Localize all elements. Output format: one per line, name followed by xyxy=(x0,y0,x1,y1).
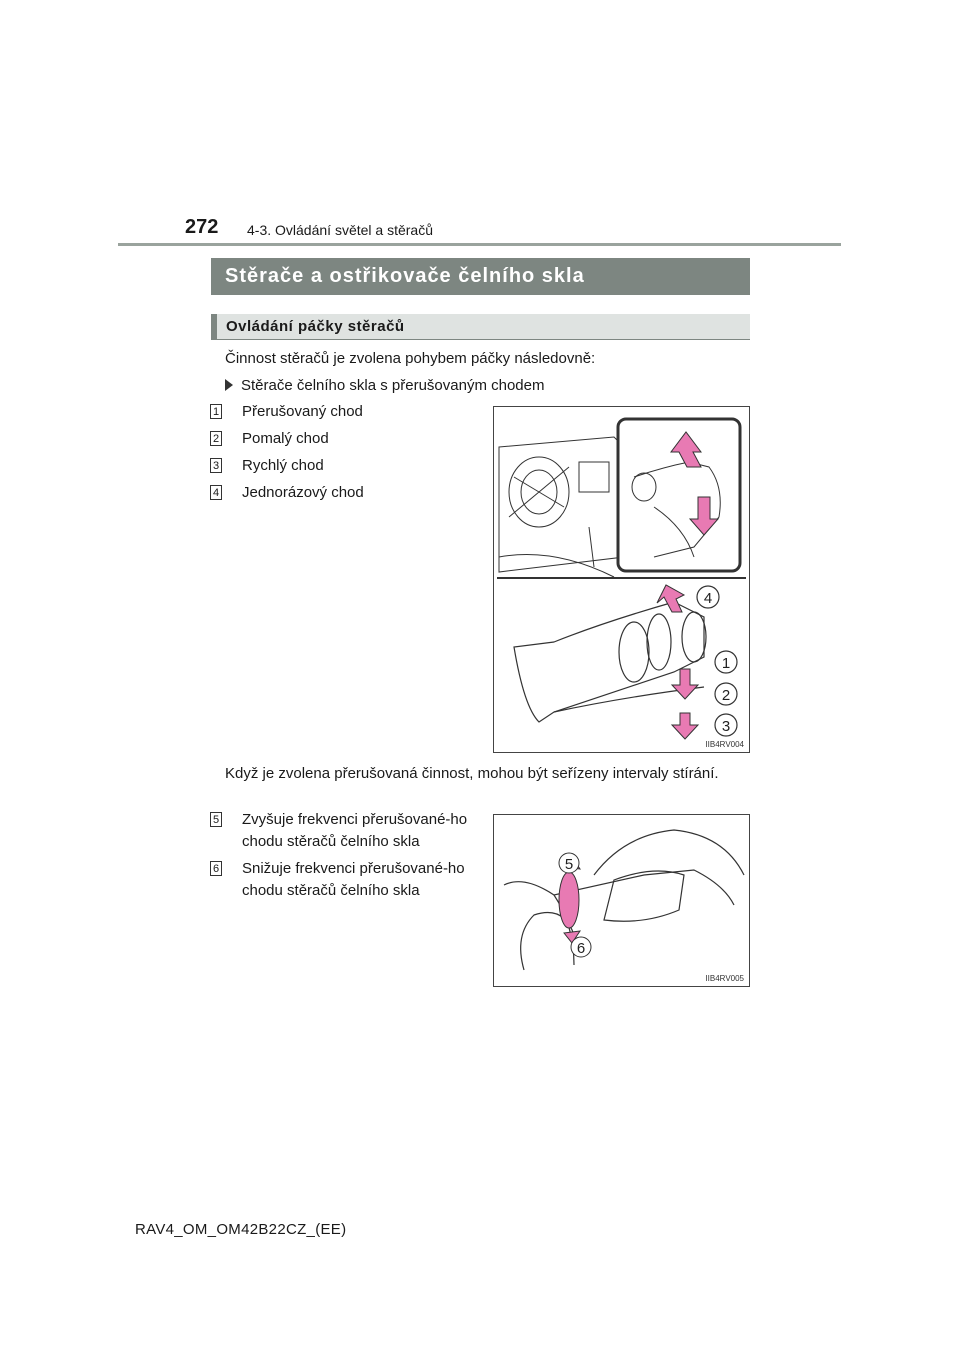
callout-5: 5 xyxy=(564,856,574,873)
mode-item xyxy=(210,428,329,450)
interval-text: Když je zvolena přerušovaná činnost, mohou být seřízeny intervaly stírání. xyxy=(225,765,719,782)
mode-item xyxy=(210,401,363,423)
intro-text: Činnost stěračů je zvolena pohybem páčky následovně: xyxy=(225,350,596,367)
callout-3: 3 xyxy=(721,718,731,735)
interval-adjust-figure xyxy=(493,814,750,987)
breadcrumb: 4-3. Ovládání světel a stěračů xyxy=(247,222,433,238)
interval-adjust-illustration xyxy=(494,815,749,986)
mode-number: 2 xyxy=(210,431,222,446)
wiper-lever-illustration xyxy=(494,407,749,752)
callout-6: 6 xyxy=(576,940,586,957)
footer-code: RAV4_OM_OM42B22CZ_(EE) xyxy=(135,1221,347,1238)
interval-label: Zvyšuje frekvenci přerušované-ho chodu stěračů čelního skla xyxy=(242,811,468,850)
section-title: Stěrače a ostřikovače čelního skla xyxy=(211,258,750,295)
figure-code: IIB4RV004 xyxy=(705,740,744,749)
mode-item xyxy=(210,482,364,504)
callout-2: 2 xyxy=(721,687,731,704)
interval-number: 6 xyxy=(210,861,222,876)
header-divider xyxy=(118,243,841,246)
mode-label: Jednorázový chod xyxy=(242,484,364,501)
interval-item xyxy=(210,809,485,853)
mode-number: 3 xyxy=(210,458,222,473)
mode-item xyxy=(210,455,324,477)
subsection-title: Ovládání páčky stěračů xyxy=(211,314,750,340)
page-number: 272 xyxy=(185,216,219,238)
mode-label: Pomalý chod xyxy=(242,430,329,447)
mode-number: 4 xyxy=(210,485,222,500)
figure-code: IIB4RV005 xyxy=(705,974,744,983)
mode-label: Rychlý chod xyxy=(242,457,324,474)
bullet-item xyxy=(225,375,544,397)
interval-number: 5 xyxy=(210,812,222,827)
mode-label: Přerušovaný chod xyxy=(242,403,363,420)
wiper-lever-figure xyxy=(493,406,750,753)
interval-label: Snižuje frekvenci přerušované-ho chodu stěračů čelního skla xyxy=(242,860,465,899)
callout-4: 4 xyxy=(703,590,713,607)
mode-number: 1 xyxy=(210,404,222,419)
bullet-arrow-icon xyxy=(225,379,233,391)
bullet-label: Stěrače čelního skla s přerušovaným chodem xyxy=(241,377,545,394)
interval-item xyxy=(210,858,485,902)
callout-1: 1 xyxy=(721,655,731,672)
